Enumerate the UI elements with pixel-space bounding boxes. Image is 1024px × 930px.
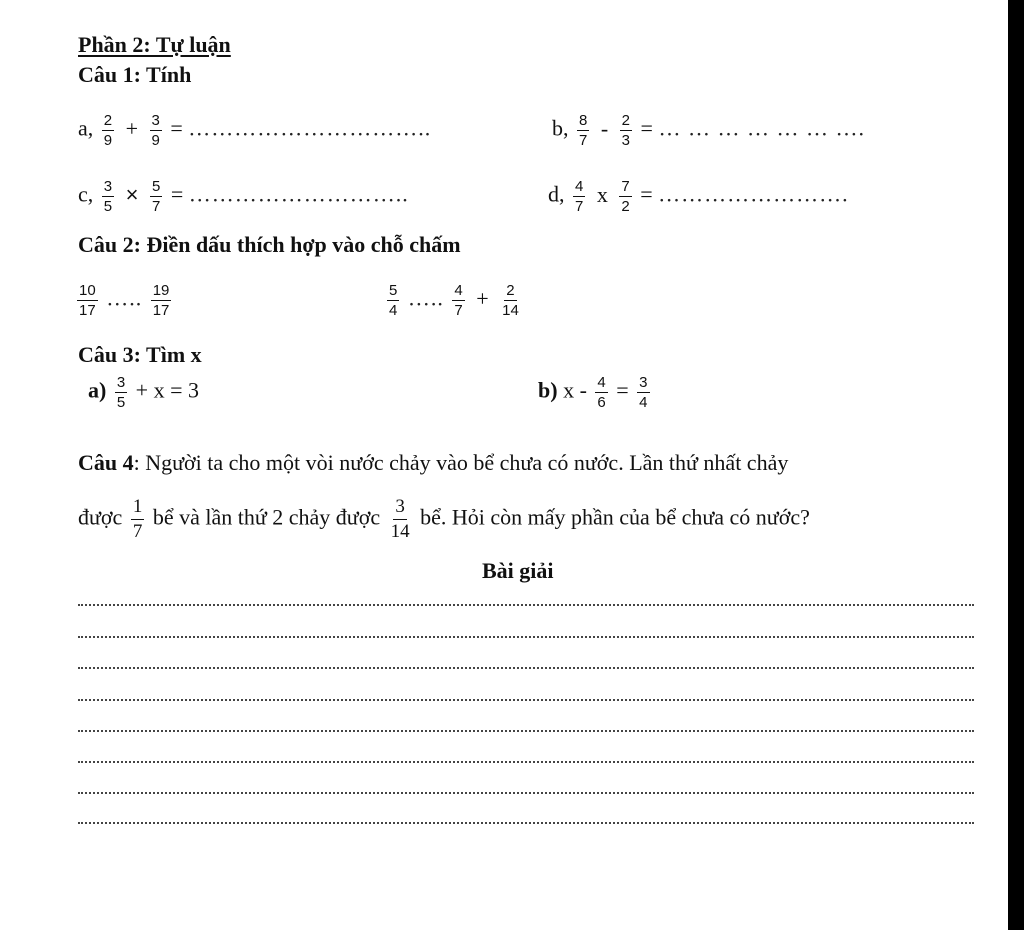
fraction: $\frac{2}{14}$	[502, 282, 519, 319]
q1-item-b: b, $\frac{8}{7}$ - $\frac{2}{3}$ = … … … … … … ….	[552, 112, 865, 149]
fraction: $\frac{2}{3}$	[621, 112, 631, 149]
part-title: Phần 2: Tự luận	[78, 32, 231, 57]
answer-dots: … … … … … … ….	[658, 115, 865, 141]
question-4-line-1: Câu 4: Người ta cho một vòi nước chảy vào bể chưa có nước. Lần thứ nhất chảy	[78, 450, 789, 475]
answer-line	[78, 699, 974, 701]
question-1-title: Câu 1: Tính	[78, 62, 192, 87]
fraction: $\frac{4}{6}$	[597, 374, 606, 411]
answer-line	[78, 822, 974, 824]
q1-item-d: d, $\frac{4}{7}$ x $\frac{7}{2}$ = …………………….	[548, 178, 849, 215]
question-3-title: Câu 3: Tìm x	[78, 342, 202, 367]
solution-title: Bài giải	[482, 558, 554, 583]
q3-item-b: b) x - $\frac{4}{6}$ = $\frac{3}{4}$	[538, 374, 648, 411]
q1-item-a: a, $\frac{2}{9}$ + $\frac{3}{9}$ = …………………………..	[78, 112, 432, 149]
q1-item-c: c, $\frac{3}{5}$ × $\frac{5}{7}$ = ………………………..	[78, 178, 409, 215]
fraction: $\frac{10}{17}$	[79, 282, 96, 319]
answer-line	[78, 792, 974, 794]
answer-dots: …..	[106, 285, 143, 311]
question-4-label: Câu 4	[78, 450, 134, 475]
fraction: $\frac{5}{4}$	[389, 282, 398, 319]
q3-item-a: a) $\frac{3}{5}$ + x = 3	[88, 374, 199, 411]
answer-line	[78, 761, 974, 763]
question-4-line-2: được $\frac{1}{7}$ bể và lần thứ 2 chảy được $\frac{3}{14}$ bể. Hỏi còn mấy phần của bể chưa có nước?	[78, 496, 810, 542]
answer-line	[78, 636, 974, 638]
answer-line	[78, 667, 974, 669]
answer-dots: …..	[407, 285, 444, 311]
fraction: $\frac{3}{5}$	[103, 178, 113, 215]
question-2-title: Câu 2: Điền dấu thích hợp vào chỗ chấm	[78, 232, 461, 257]
answer-dots: …………………………..	[188, 115, 432, 141]
fraction: $\frac{1}{7}$	[132, 496, 143, 542]
fraction: $\frac{19}{17}$	[152, 282, 170, 319]
page-edge-bar	[1008, 0, 1024, 930]
fraction: $\frac{4}{7}$	[575, 178, 584, 215]
q2-comparison-2: $\frac{5}{4}$ ….. $\frac{4}{7}$ + $\frac{2}{14}$	[389, 282, 519, 319]
answer-dots: ………………………..	[188, 181, 409, 207]
fraction: $\frac{3}{5}$	[116, 374, 126, 411]
fraction: $\frac{7}{2}$	[621, 178, 630, 215]
answer-line	[78, 604, 974, 606]
fraction: $\frac{4}{7}$	[454, 282, 463, 319]
fraction: $\frac{8}{7}$	[579, 112, 588, 149]
answer-line	[78, 730, 974, 732]
fraction: $\frac{5}{7}$	[151, 178, 161, 215]
fraction: $\frac{3}{9}$	[151, 112, 160, 149]
q2-comparison-1	[74, 282, 174, 319]
answer-dots: …………………….	[658, 181, 849, 207]
fraction: $\frac{3}{4}$	[639, 374, 648, 411]
fraction: $\frac{3}{14}$	[390, 496, 410, 542]
fraction: $\frac{2}{9}$	[103, 112, 113, 149]
